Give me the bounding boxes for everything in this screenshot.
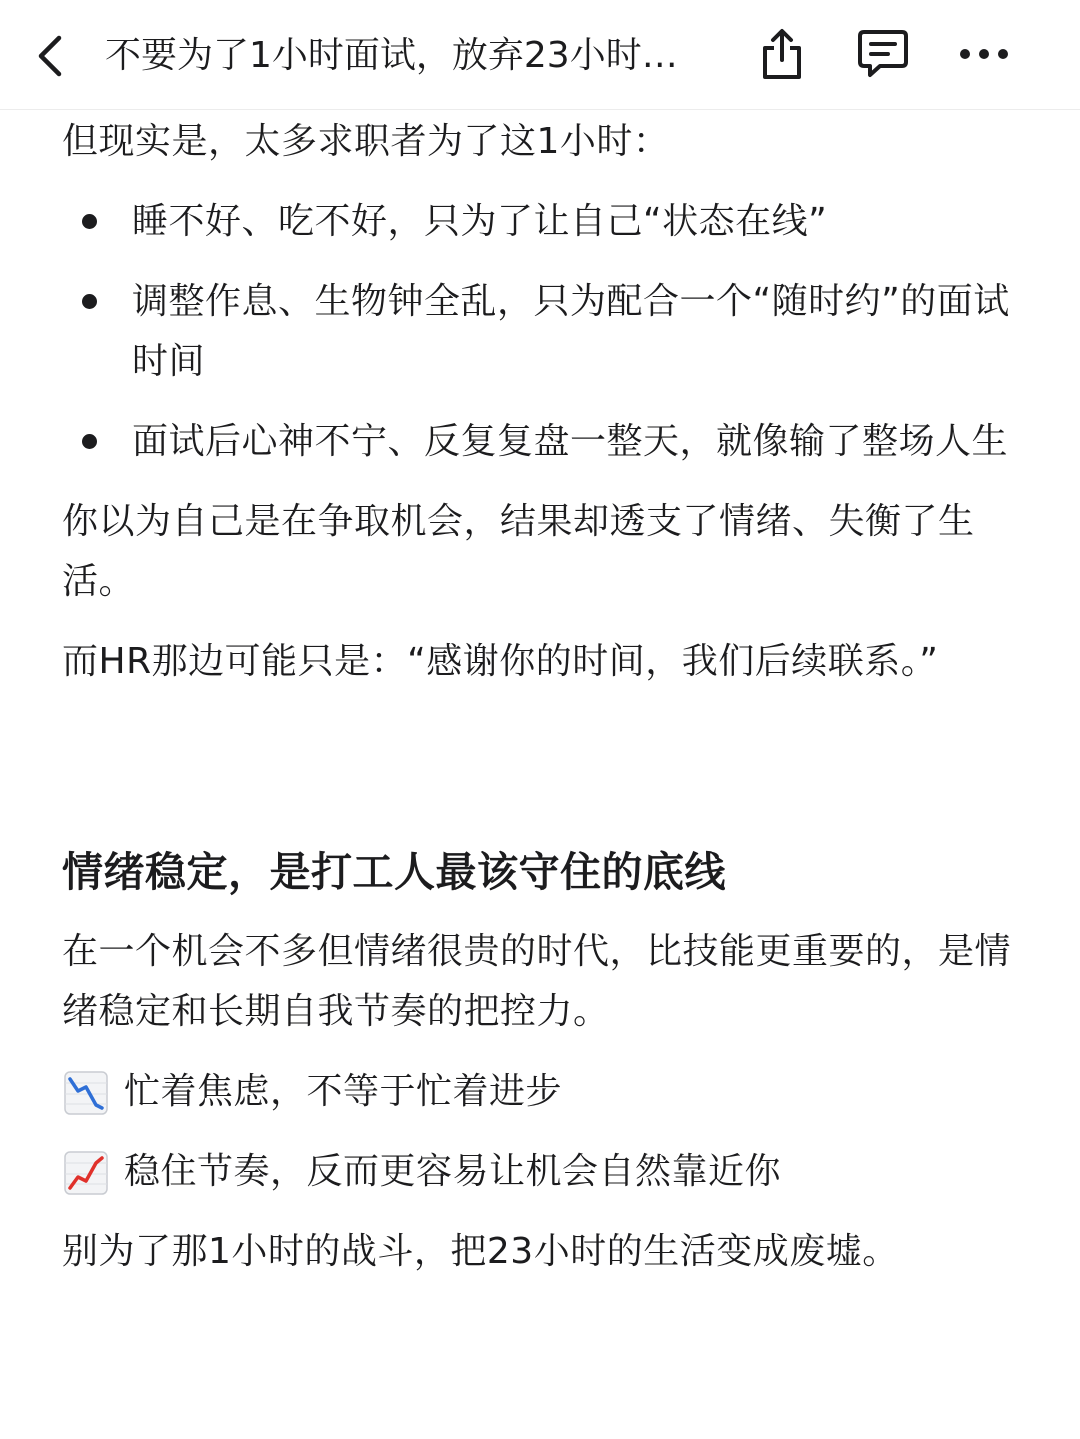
trend-down-text: 忙着焦虑，不等于忙着进步	[124, 1071, 563, 1112]
bullet-dot	[82, 434, 97, 449]
bullet-text: 面试后心神不宁、反复复盘一整天，就像输了整场人生	[132, 421, 1009, 462]
chart-decreasing-icon	[64, 1071, 108, 1115]
comment-icon	[856, 28, 910, 80]
trend-up-line	[62, 1142, 1022, 1202]
paragraph: 你以为自己是在争取机会，结果却透支了情绪、失衡了生活。	[62, 501, 975, 602]
bullet-text: 睡不好、吃不好，只为了让自己“状态在线”	[132, 201, 828, 242]
share-button[interactable]	[752, 24, 812, 84]
bullet-list	[62, 192, 1022, 472]
list-item	[62, 192, 1022, 252]
list-item	[62, 412, 1022, 472]
section-heading: 情绪稳定，是打工人最该守住的底线	[62, 848, 726, 896]
trend-up-text: 稳住节奏，反而更容易让机会自然靠近你	[124, 1151, 782, 1192]
bullet-dot	[82, 294, 97, 309]
trend-down-line	[62, 1062, 1022, 1122]
intro-paragraph: 但现实是，太多求职者为了这1小时：	[62, 121, 670, 162]
back-button[interactable]	[28, 30, 72, 82]
bullet-dot	[82, 214, 97, 229]
chevron-left-icon	[35, 34, 65, 78]
top-navigation-bar	[0, 0, 1080, 110]
chart-increasing-icon	[64, 1151, 108, 1195]
page-title: 不要为了1小时面试，放弃23小时…	[105, 35, 678, 76]
article-body	[62, 110, 1022, 1282]
closing-paragraph: 别为了那1小时的战斗，把23小时的生活变成废墟。	[62, 1231, 899, 1272]
bullet-text: 调整作息、生物钟全乱，只为配合一个“随时约”的面试时间	[132, 281, 1010, 382]
more-icon	[957, 47, 1011, 61]
paragraph: 在一个机会不多但情绪很贵的时代，比技能更重要的，是情绪稳定和长期自我节奏的把控力。	[62, 931, 1012, 1032]
paragraph: 而HR那边可能只是：“感谢你的时间，我们后续联系。”	[62, 641, 939, 682]
list-item	[62, 272, 1022, 392]
more-options-button[interactable]	[954, 24, 1014, 84]
comment-button[interactable]	[853, 24, 913, 84]
share-icon	[759, 26, 805, 82]
